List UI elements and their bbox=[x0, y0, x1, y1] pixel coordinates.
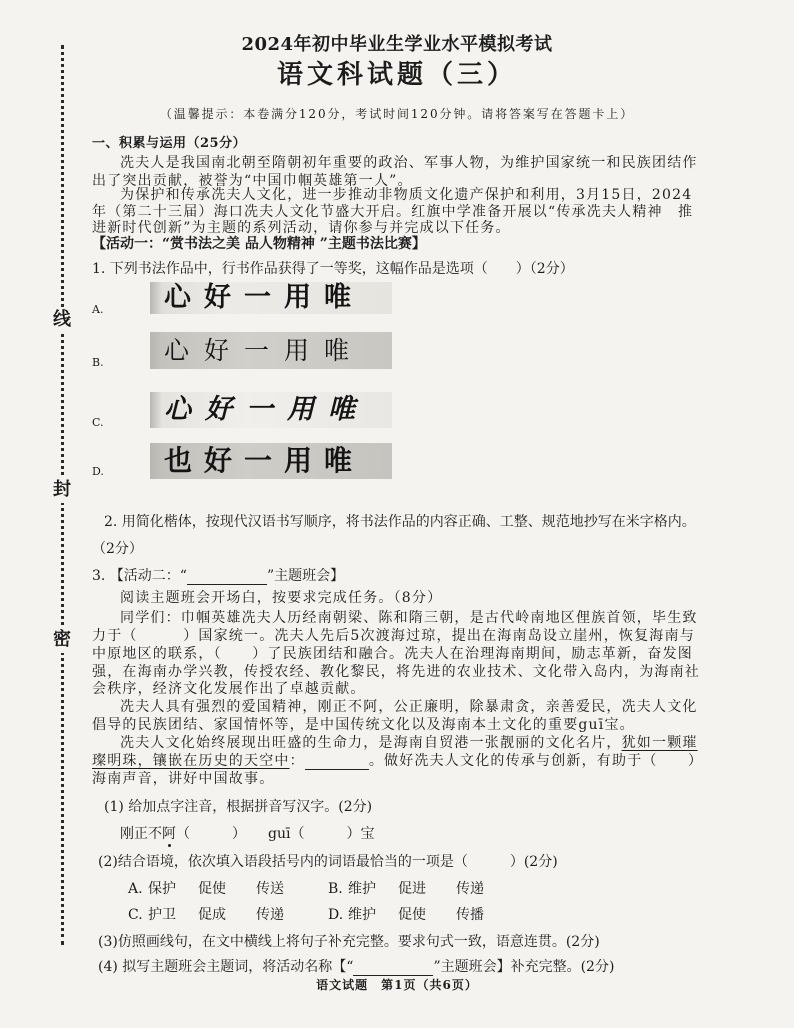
blank-line bbox=[353, 961, 433, 976]
calligraphy-option-d: 也好一用唯 bbox=[150, 443, 392, 479]
pinyin-text: guī bbox=[268, 826, 291, 842]
intro-line: 冼夫人是我国南北朝至隋朝初年重要的政治、军事人物，为维护国家统一和民族团结作 bbox=[120, 155, 698, 171]
underlined-sentence: 犹如一颗璀 bbox=[621, 735, 698, 751]
question-3-heading bbox=[92, 567, 344, 585]
option-row bbox=[128, 880, 528, 898]
page-footer: 语文试题 第1页（共6页） bbox=[316, 978, 478, 992]
blank-line bbox=[305, 755, 369, 770]
intro-line: 年（第二十三届）海口冼夫人文化节盛大开启。红旗中学准备开展以“传承冼夫人精神 推 bbox=[92, 204, 694, 220]
sub-question-4-stem bbox=[98, 958, 614, 976]
intro-line: 出了突出贡献，被誉为“中国巾帼英雄第一人”。 bbox=[92, 173, 413, 189]
option-letter-a: A. bbox=[92, 303, 104, 316]
calligraphy-option-a: 心好一用唯 bbox=[150, 282, 392, 314]
exam-title: 2024年初中毕业生学业水平模拟考试 bbox=[241, 34, 553, 55]
intro-line: 为保护和传承冼夫人文化，进一步推动非物质文化遗产保护和利用，3月15日，2024 bbox=[120, 187, 693, 203]
question-1-stem: 1. 下列书法作品中，行书作品获得了一等奖，这幅作品是选项（ ）（2分） bbox=[92, 261, 574, 277]
exam-subtitle: 语文科试题（三） bbox=[276, 60, 517, 90]
intro-line: 进新时代创新”为主题的系列活动，请你参与并完成以下任务。 bbox=[92, 220, 511, 236]
option-letter: D. bbox=[328, 907, 344, 923]
option-word: 促使 bbox=[198, 881, 226, 897]
passage-text: 冼夫人文化始终展现出旺盛的生命力，是海南自贸港一张靓丽的文化名片， bbox=[120, 735, 622, 751]
question-2-score: （2分） bbox=[92, 541, 143, 557]
pinyin-word: 宝 bbox=[360, 826, 375, 842]
binding-char-mi: 密 bbox=[50, 627, 74, 653]
option-row bbox=[128, 906, 528, 924]
pinyin-row bbox=[120, 825, 374, 843]
passage-line: 中原地区的联系，（ ）了民族团结和融合。冼夫人在治理海南期间，励志革新，奋发图 bbox=[92, 646, 693, 662]
passage-line: 力于（ ）国家统一。冼夫人先后5次渡海过琼，提出在海南岛设立崖州，恢复海南与 bbox=[92, 628, 695, 644]
answer-paren: （ ） bbox=[176, 826, 246, 842]
activity1-heading: 【活动一：“赏书法之美 品人物精神 ”主题书法比赛】 bbox=[92, 236, 426, 252]
option-word: 传送 bbox=[256, 881, 284, 897]
question-2-stem: 2. 用简化楷体，按现代汉语书写顺序，将书法作品的内容正确、工整、规范地抄写在米字格内。 bbox=[104, 514, 696, 530]
option-letter-b: B. bbox=[92, 356, 104, 369]
sub-question-1-stem: (1) 给加点字注音，根据拼音写汉字。(2分) bbox=[104, 799, 373, 815]
option-letter: B. bbox=[328, 881, 343, 897]
passage-text: ： bbox=[289, 753, 305, 769]
binding-char-xian: 线 bbox=[50, 307, 74, 333]
sub-question-2-stem: (2)结合语境，依次填入语段括号内的词语最恰当的一项是（ ）(2分) bbox=[98, 854, 558, 870]
calligraphy-option-c: 心好一用唯 bbox=[150, 392, 392, 428]
option-letter-d: D. bbox=[92, 465, 104, 478]
option-word: 传播 bbox=[456, 907, 484, 923]
sub-question-4-suffix: ”主题班会】补充完整。(2分) bbox=[433, 959, 615, 975]
passage-line: 海南声音，讲好中国故事。 bbox=[92, 771, 275, 787]
answer-paren: （ ） bbox=[290, 826, 361, 842]
option-word: 促成 bbox=[198, 907, 226, 923]
calligraphy-option-b: 心好一用唯 bbox=[150, 332, 392, 369]
option-word: 维护 bbox=[348, 881, 376, 897]
passage-line: 会秩序，经济文化发展作出了卓越贡献。 bbox=[92, 681, 366, 697]
option-letter: C. bbox=[128, 907, 143, 923]
exam-notice: （温馨提示：本卷满分120分，考试时间120分钟。请将答案写在答题卡上） bbox=[159, 107, 635, 121]
question-3-heading-suffix: ”主题班会】 bbox=[266, 568, 345, 584]
blank-line bbox=[187, 570, 267, 585]
passage-line bbox=[120, 734, 698, 752]
passage-line: 倡导的民族团结、家国情怀等，是中国传统文化以及海南本土文化的重要guī宝。 bbox=[92, 717, 635, 733]
passage-line: 冼夫人具有强烈的爱国精神，刚正不阿，公正廉明，除暴肃贪，亲善爱民，冼夫人文化 bbox=[120, 699, 698, 715]
binding-char-feng: 封 bbox=[50, 477, 74, 503]
question-3-heading-prefix: 3. 【活动二：“ bbox=[92, 568, 187, 584]
option-word: 护卫 bbox=[148, 907, 176, 923]
passage-line bbox=[92, 752, 703, 770]
passage-line: 强，在海南办学兴教，传授农经、教化黎民，将先进的农业技术、文化带入岛内，为海南社 bbox=[92, 664, 700, 680]
option-letter: A. bbox=[128, 881, 143, 897]
option-word: 传递 bbox=[256, 907, 284, 923]
option-word: 促进 bbox=[398, 881, 426, 897]
passage-line: 同学们：巾帼英雄冼夫人历经南朝梁、陈和隋三朝，是古代岭南地区俚族首领，毕生致 bbox=[120, 610, 698, 626]
option-letter-c: C. bbox=[92, 416, 104, 429]
option-word: 促使 bbox=[398, 907, 426, 923]
underlined-sentence: 璨明珠，镶嵌在历史的天空中 bbox=[92, 753, 290, 769]
dotted-character: 阿 bbox=[162, 826, 176, 842]
option-word: 保护 bbox=[148, 881, 176, 897]
question-3-instruction: 阅读主题班会开场白，按要求完成任务。（8分） bbox=[120, 590, 443, 606]
option-word: 传递 bbox=[456, 881, 484, 897]
sub-question-4-prefix: (4) 拟写主题班会主题词，将活动名称【“ bbox=[98, 959, 354, 975]
section-heading: 一、积累与运用（25分） bbox=[92, 136, 247, 151]
option-word: 维护 bbox=[348, 907, 376, 923]
pinyin-word: 刚正不 bbox=[120, 826, 162, 842]
passage-text: 。做好冼夫人文化的传承与创新，有助于（ ） bbox=[368, 753, 704, 769]
sub-question-3-stem: (3)仿照画线句，在文中横线上将句子补充完整。要求句式一致，语意连贯。(2分) bbox=[98, 934, 600, 950]
